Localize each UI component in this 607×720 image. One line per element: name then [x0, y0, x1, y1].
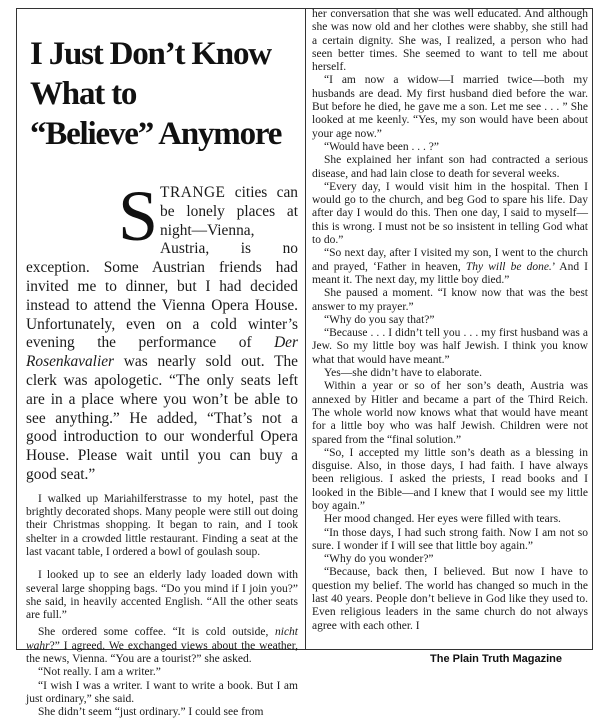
paragraph: “So, I accepted my little son’s death as a blessing in disguise. Also, in those days, I had faith. I have always been religious. I asked the priests, I read books and I looked in the Bible—and I knew that I would see my little boy again.” — [312, 446, 588, 512]
text-run: She ordered some coffee. “It is cold outside, — [38, 626, 275, 639]
paragraph: “Not really. I am a writer.” — [38, 666, 161, 679]
article-title — [30, 34, 298, 154]
paragraph: “Why do you say that?” — [324, 313, 435, 326]
paragraph: “Because . . . I didn’t tell you . . . my first husband was a Jew. So my little boy was half Jewish. I think you know what that would have meant.” — [312, 327, 588, 366]
left-body — [26, 493, 298, 720]
lead-small-caps: TRANGE — [160, 184, 226, 201]
paragraph: She explained her infant son had contracted a serious disease, and had lain close to death for several weeks. — [312, 154, 588, 180]
paragraph: her conversation that she was well educated. And although she was now old and her clothes were shabby, she still had a certain dignity. She was, I realized, a person who had seen better times. She seemed to want to tell me about herself. — [312, 8, 588, 74]
italic-run: Thy will be done. — [465, 260, 552, 273]
text-run: “So next day, after I visited my son, I went to the church and prayed, ‘Father in heaven, — [312, 247, 588, 273]
title-line: What to — [30, 76, 137, 112]
paragraph: Within a year or so of her son’s death, Austria was annexed by Hitler and became a part of the Third Reich. The whole world now knows what that would have meant for a little boy who was half Jewish. Children were not spared from the “final solution.” — [312, 380, 588, 446]
lead-text-2: was nearly sold out. The clerk was apologetic. “The only seats left are in a place where you won’t be able to see anything.” He added, “That’s not a good introduction to our wonderful Opera House. Please wait until you can buy a good seat.” — [26, 353, 298, 483]
paragraph: Yes—she didn’t have to elaborate. — [324, 367, 482, 380]
column-divider — [305, 8, 306, 650]
right-body — [312, 8, 588, 633]
publication-credit: The Plain Truth Magazine — [430, 653, 563, 665]
opera-title: Der Rosenkavalier — [26, 334, 298, 371]
text-run: ’ And I meant it. The next day, my little boy died.” — [312, 260, 589, 286]
paragraph: “Because, back then, I believed. But now I have to question my belief. The world has changed so much in the last 40 years. People don’t believe in God like they used to. Even religious leaders in the same church do not always agree with each other. I — [312, 566, 588, 632]
paragraph: “Why do you wonder?” — [324, 553, 434, 566]
text-run: ?” I agreed. We exchanged views about the weather, the news, Vienna. “You are a tourist?” she asked. — [26, 639, 298, 666]
paragraph: I walked up Mariahilferstrasse to my hotel, past the brightly decorated shops. Many people were still out doing their Christmas shopping. It began to rain, and I took shelter in a crowded little restaurant. Finding a seat at the last vacant table, I ordered a bowl of goulash soup. — [26, 492, 298, 558]
paragraph: “I wish I was a writer. I want to write a book. But I am just ordinary,” she said. — [26, 679, 298, 705]
lead-paragraph — [26, 176, 298, 485]
paragraph: I looked up to see an elderly lady loaded down with several large shopping bags. “Do you mind if I join you?” she said, in heavily accented English. “All the other seats are full.” — [26, 569, 298, 622]
drop-cap: S — [118, 176, 159, 256]
paragraph: Her mood changed. Her eyes were filled with tears. — [324, 513, 561, 526]
paragraph-thy-will — [312, 247, 588, 287]
right-column — [312, 8, 588, 633]
paragraph: She paused a moment. “I know now that was the best answer to my prayer.” — [312, 287, 588, 313]
paragraph: “Would have been . . . ?” — [324, 140, 439, 153]
paragraph: She didn’t seem “just ordinary.” I could see from — [38, 706, 264, 719]
paragraph-coffee — [26, 626, 298, 666]
title-line: I Just Don’t Know — [30, 36, 271, 72]
paragraph: “I am now a widow—I married twice—both my husbands are dead. My first husband died before the war. But before he died, he gave me a son. Let me see . . . ” She looked at me keenly. “Yes, my son would have been about your age now.” — [312, 74, 588, 140]
title-line: “Believe” Anymore — [30, 116, 282, 152]
paragraph: “Every day, I would visit him in the hospital. Then I would go to the church, and beg God to spare his life. Day after day I would do this. Then one day, I said to myself—this is wrong. I must not be so insistent in telling God what to do.” — [312, 180, 588, 247]
italic-run: nicht wahr — [26, 626, 298, 652]
paragraph: “In those days, I had such strong faith. Now I am not so sure. I wonder if I will see that little boy again.” — [312, 526, 588, 552]
left-column — [26, 12, 298, 720]
lead-text: cities can be lonely places at night—Vienna, Austria, is no exception. Some Austrian friends had invited me to dinner, but I had decided instead to attend the Vienna Opera House. Unfortunately, even on a cold winter’s evening the performance of — [26, 184, 298, 352]
